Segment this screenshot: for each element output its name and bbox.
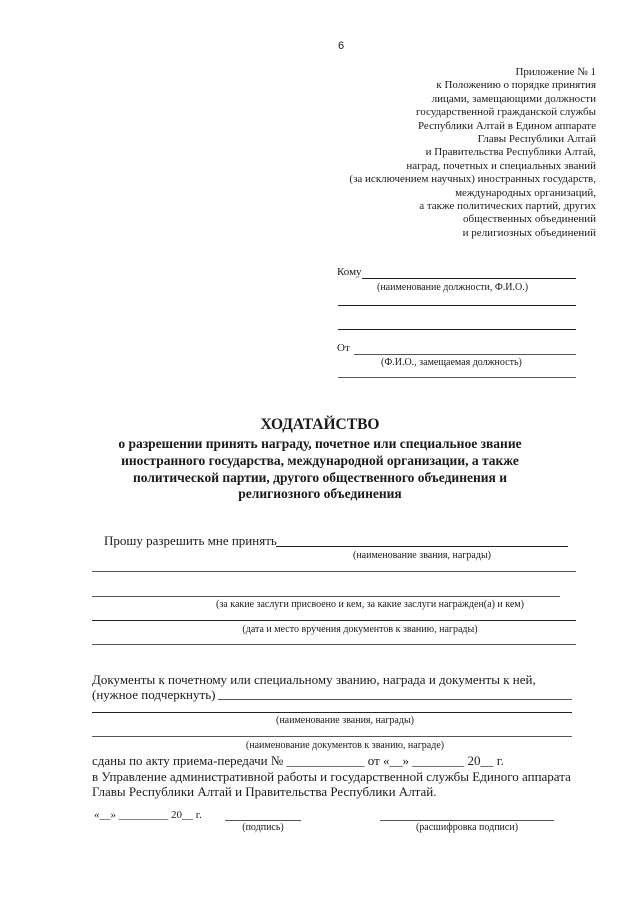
to-field-line-2[interactable] bbox=[338, 305, 576, 306]
documents-line-2: (нужное подчеркнуть) bbox=[92, 687, 216, 702]
signature-date: «__» _________ 20__ г. bbox=[94, 809, 202, 821]
award-field-line-2[interactable] bbox=[92, 571, 576, 572]
documents-list-line[interactable] bbox=[92, 736, 572, 737]
appendix-line: к Положению о порядке принятия bbox=[436, 79, 596, 92]
subtitle-line: иностранного государства, международной организации, а также bbox=[121, 452, 519, 468]
appendix-line: лицами, замещающими должности bbox=[431, 92, 596, 105]
signature-caption: (подпись) bbox=[242, 822, 284, 833]
date-caption: (дата и место вручения документов к званию, награды) bbox=[242, 624, 478, 635]
appendix-line: государственной гражданской службы bbox=[416, 106, 596, 119]
documents-line-1: Документы к почетному или специальному званию, награда и документы к ней, bbox=[92, 672, 536, 687]
documents-list-caption: (наименование документов к званию, награде) bbox=[245, 740, 445, 751]
appendix-line: и религиозных объединений bbox=[462, 226, 596, 239]
award-caption: (наименование звания, награды) bbox=[352, 550, 491, 561]
act-line: сданы по акту приема-передачи № ____________ от «__» ________ 20__ г. bbox=[92, 753, 504, 768]
request-text: Прошу разрешить мне принять bbox=[104, 533, 277, 548]
date-field-line[interactable] bbox=[92, 620, 576, 621]
from-caption: (Ф.И.О., замещаемая должность) bbox=[381, 357, 522, 368]
date-field-line-2[interactable] bbox=[92, 644, 576, 645]
merits-field-line[interactable] bbox=[92, 596, 560, 597]
appendix-line: и Правительства Республики Алтай, bbox=[425, 146, 596, 159]
from-field-line[interactable] bbox=[354, 354, 576, 355]
documents-field-line[interactable] bbox=[218, 699, 572, 700]
to-caption: (наименование должности, Ф.И.О.) bbox=[377, 282, 529, 293]
appendix-line: Республики Алтай в Едином аппарате bbox=[417, 119, 596, 132]
appendix-line: Приложение № 1 bbox=[515, 66, 596, 78]
page-number: 6 bbox=[338, 40, 345, 52]
appendix-line: международных организаций, bbox=[455, 186, 596, 199]
appendix-line: (за исключением научных) иностранных государств, bbox=[349, 173, 596, 186]
to-field-line[interactable] bbox=[362, 278, 576, 279]
appendix-line: наград, почетных и специальных званий bbox=[406, 159, 596, 172]
subtitle-line: политической партии, другого общественного объединения и bbox=[133, 469, 507, 485]
appendix-line: общественных объединений bbox=[463, 213, 596, 226]
appendix-line: а также политических партий, других bbox=[419, 200, 596, 213]
signature-field-line[interactable] bbox=[225, 820, 301, 821]
documents-name-caption: (наименование звания, награды) bbox=[275, 715, 414, 726]
department-line-2: Главы Республики Алтай и Правительства Республики Алтай. bbox=[92, 784, 437, 799]
decode-field-line[interactable] bbox=[380, 820, 554, 821]
from-field-line-2[interactable] bbox=[338, 377, 576, 378]
documents-name-line[interactable] bbox=[92, 712, 572, 713]
document-subtitle bbox=[40, 436, 600, 503]
subtitle-line: о разрешении принять награду, почетное или специальное звание bbox=[118, 436, 522, 451]
merits-caption: (за какие заслуги присвоено и кем, за какие заслуги награжден(а) и кем) bbox=[216, 599, 524, 610]
document-title: ХОДАТАЙСТВО bbox=[260, 416, 380, 433]
award-field-line[interactable] bbox=[276, 546, 568, 547]
to-field-line-3[interactable] bbox=[338, 329, 576, 330]
appendix-line: Главы Республики Алтай bbox=[477, 133, 596, 146]
department-line-1: в Управление административной работы и государственной службы Единого аппарата bbox=[92, 769, 571, 784]
decode-caption: (расшифровка подписи) bbox=[415, 822, 519, 833]
subtitle-line: религиозного объединения bbox=[238, 486, 402, 502]
to-label: Кому bbox=[337, 266, 362, 278]
from-label: От bbox=[337, 342, 350, 354]
appendix-header bbox=[266, 66, 596, 240]
